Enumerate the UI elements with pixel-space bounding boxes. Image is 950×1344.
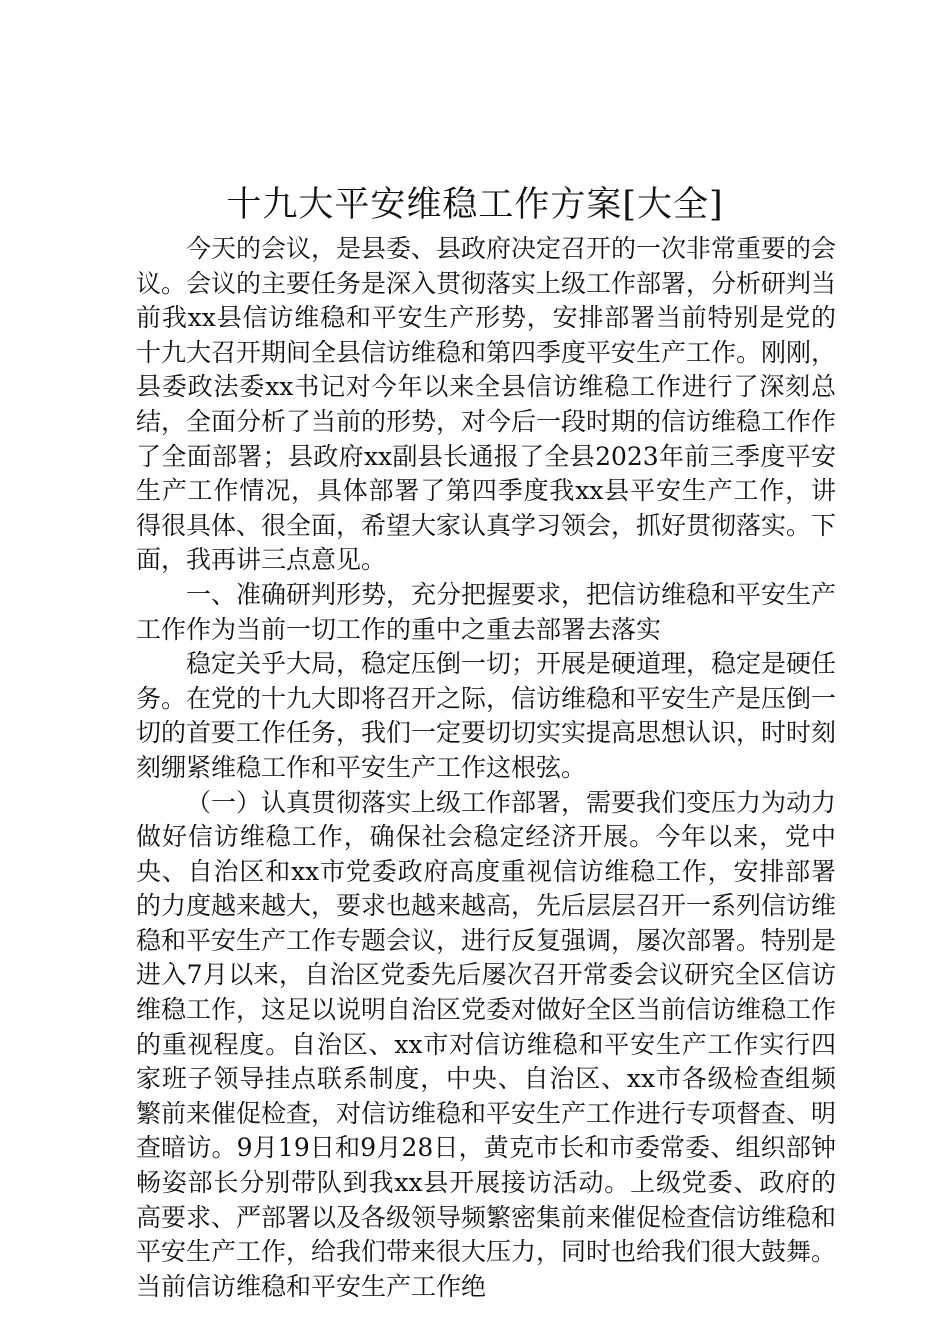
paragraph-section-heading: 一、准确研判形势，充分把握要求，把信访维稳和平安生产工作作为当前一切工作的重中之重去部署去落实 [136,579,837,644]
document-title: 十九大平安维稳工作方案[大全] [226,185,724,225]
paragraph-opening: 今天的会议，是县委、县政府决定召开的一次非常重要的会议。会议的主要任务是深入贯彻落实上级工作部署，分析研判当前我xx县信访维稳和平安生产形势，安排部署当前特别是党的十九大召开期间全县信访维稳和第四季度平安生产工作。刚刚，县委政法委xx书记对今年以来全县信访维稳工作进行了深刻总结，全面分析了当前的形势，对今后一段时期的信访维稳工作作了全面部署；县政府xx副县长通报了全县2023年前三季度平安生产工作情况，具体部署了第四季度我xx县平安生产工作，讲得很具体、很全面，希望大家认真学习领会，抓好贯彻落实。下面，我再讲三点意见。 [136,234,837,575]
document-body [136,232,836,1304]
paragraph-subsection-one: （一）认真贯彻落实上级工作部署，需要我们变压力为动力做好信访维稳工作，确保社会稳定经济开展。今年以来，党中央、自治区和xx市党委政府高度重视信访维稳工作，安排部署的力度越来越大，要求也越来越高，先后层层召开一系列信访维稳和平安生产工作专题会议，进行反复强调，屡次部署。特别是进入7月以来，自治区党委先后屡次召开常委会议研究全区信访维稳工作，这足以说明自治区党委对做好全区当前信访维稳工作的重视程度。自治区、xx市对信访维稳和平安生产工作实行四家班子领导挂点联系制度，中央、自治区、xx市各级检查组频繁前来催促检查，对信访维稳和平安生产工作进行专项督查、明查暗访。9月19日和9月28日，黄克市长和市委常委、组织部钟畅姿部长分别带队到我xx县开展接访活动。上级党委、政府的高要求、严部署以及各级领导频繁密集前来催促检查信访维稳和平安生产工作，给我们带来很大压力，同时也给我们很大鼓舞。当前信访维稳和平安生产工作绝 [136,787,837,1301]
paragraph-stability: 稳定关乎大局，稳定压倒一切；开展是硬道理，稳定是硬任务。在党的十九大即将召开之际，信访维稳和平安生产是压倒一切的首要工作任务，我们一定要切切实实提高思想认识，时时刻刻绷紧维稳工作和平安生产工作这根弦。 [136,649,837,782]
